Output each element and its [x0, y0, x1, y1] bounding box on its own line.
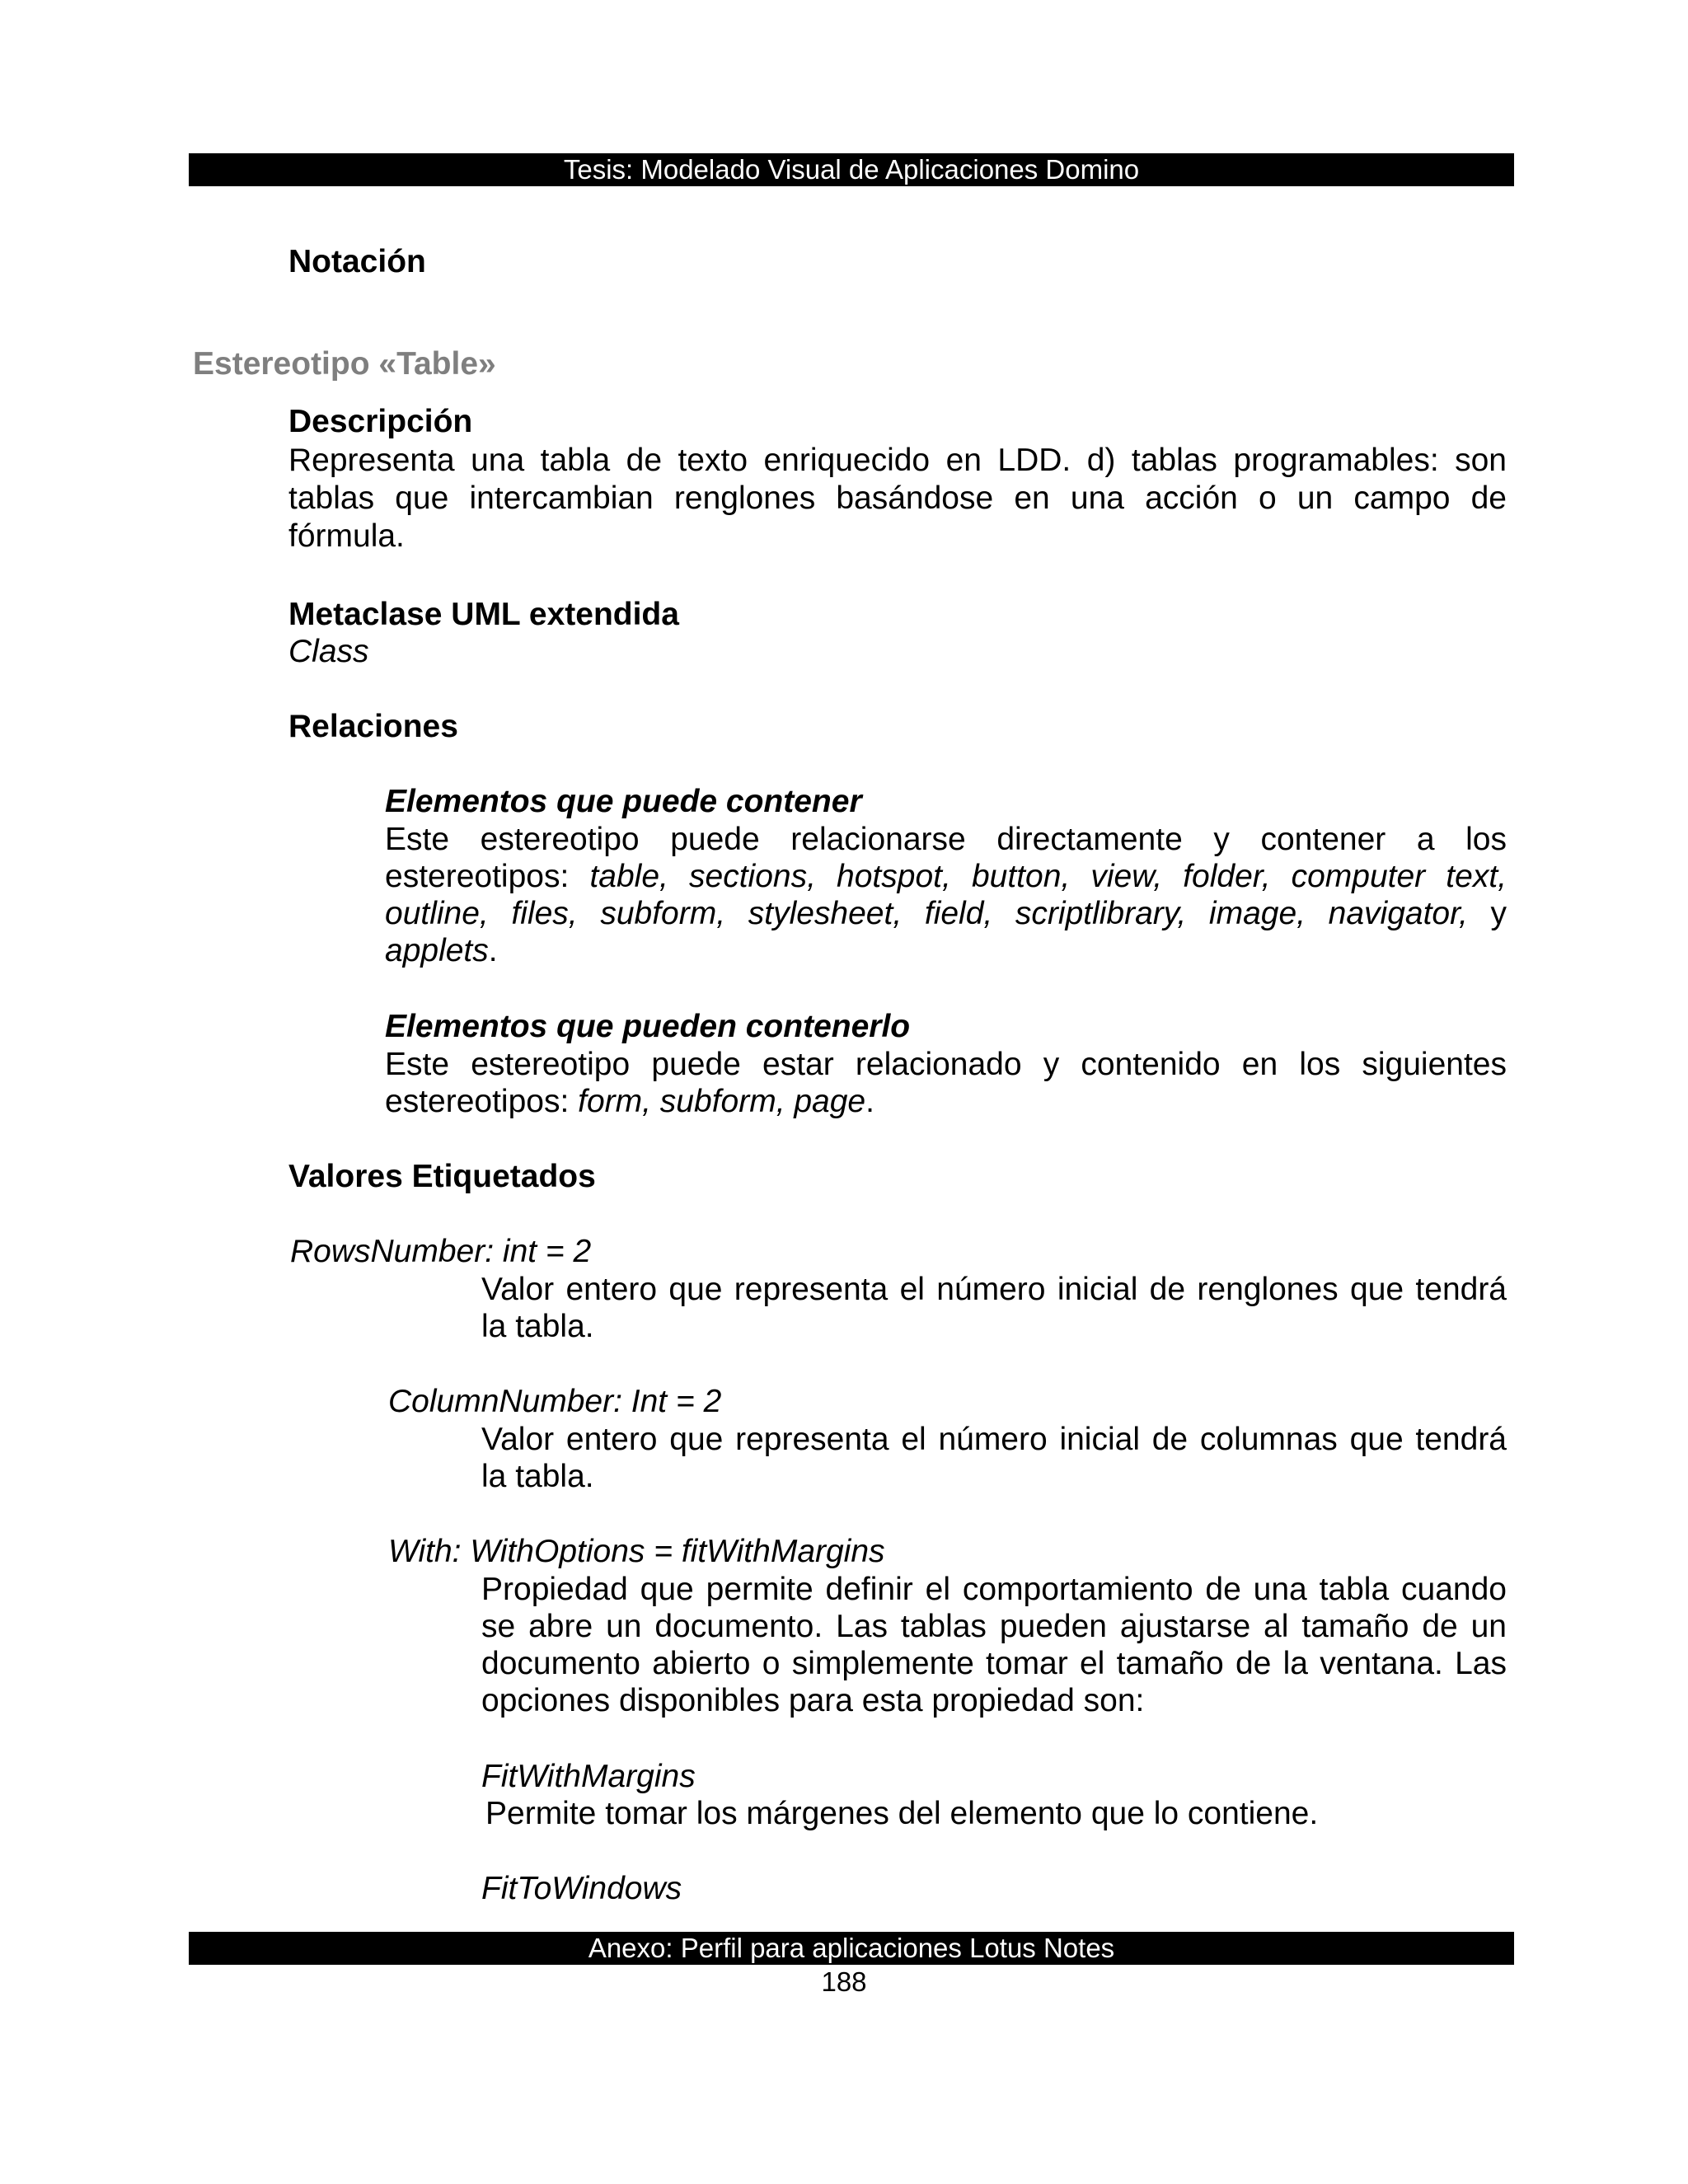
- descripcion-line: tablas que intercambian renglones basándose en una acción o un campo de: [288, 480, 1507, 516]
- stereotype-list: table, sections, hotspot, button, view, folder, computer text,: [589, 859, 1507, 894]
- contener-line: [385, 932, 1507, 969]
- descripcion-text: [288, 442, 1507, 555]
- option-fittowindows-label: FitToWindows: [481, 1871, 682, 1906]
- metaclase-value: Class: [288, 634, 369, 669]
- descripcion-line: fórmula.: [288, 518, 405, 554]
- rows-label: RowsNumber: int = 2: [290, 1234, 592, 1269]
- with-desc: [481, 1571, 1507, 1719]
- text-span: estereotipos:: [385, 859, 590, 894]
- contener-line: Este estereotipo puede relacionarse directamente y contener a los: [385, 822, 1507, 857]
- contenerlo-line: Este estereotipo puede estar relacionado y contenido en los siguientes: [385, 1047, 1507, 1082]
- page-header: Tesis: Modelado Visual de Aplicaciones Domino: [189, 153, 1514, 186]
- text-span: .: [488, 933, 498, 968]
- desc-line: la tabla.: [481, 1309, 594, 1344]
- stereotype-title: Estereotipo «Table»: [193, 346, 496, 382]
- stereotype-list: outline, files, subform, stylesheet, field, scriptlibrary, image, navigator,: [385, 896, 1468, 931]
- option-fitwithmargins-desc: Permite tomar los márgenes del elemento que lo contiene.: [485, 1796, 1319, 1831]
- descripcion-heading: Descripción: [288, 404, 473, 439]
- page-number: 188: [821, 1966, 867, 1997]
- contener-line: [385, 858, 1507, 895]
- valores-heading: Valores Etiquetados: [288, 1159, 596, 1194]
- contener-text: [385, 821, 1507, 969]
- contener-heading: Elementos que puede contener: [385, 784, 862, 819]
- desc-line: Valor entero que representa el número inicial de columnas que tendrá: [481, 1422, 1507, 1457]
- with-label: With: WithOptions = fitWithMargins: [388, 1534, 885, 1569]
- desc-line: la tabla.: [481, 1459, 594, 1494]
- rows-desc: [481, 1271, 1507, 1345]
- stereotype-list: applets: [385, 933, 489, 968]
- notacion-heading: Notación: [288, 244, 426, 279]
- desc-line: documento abierto o simplemente tomar el tamaño de la ventana. Las: [481, 1646, 1507, 1681]
- metaclase-heading: Metaclase UML extendida: [288, 597, 679, 632]
- contenerlo-heading: Elementos que pueden contenerlo: [385, 1009, 911, 1044]
- desc-line: se abre un documento. Las tablas pueden ajustarse al tamaño de un: [481, 1609, 1507, 1644]
- relaciones-heading: Relaciones: [288, 709, 458, 744]
- desc-line: opciones disponibles para esta propiedad son:: [481, 1683, 1145, 1718]
- text-span: y: [1490, 896, 1507, 931]
- stereotype-list: form, subform, page: [578, 1084, 866, 1119]
- desc-line: Propiedad que permite definir el comportamiento de una tabla cuando: [481, 1572, 1507, 1607]
- text-span: estereotipos:: [385, 1084, 579, 1119]
- columns-label: ColumnNumber: Int = 2: [388, 1384, 722, 1419]
- page-footer: Anexo: Perfil para aplicaciones Lotus Notes: [189, 1932, 1514, 1965]
- contener-line: [385, 895, 1507, 932]
- option-fitwithmargins-label: FitWithMargins: [481, 1759, 696, 1794]
- text-span: .: [865, 1084, 874, 1119]
- columns-desc: [481, 1421, 1507, 1495]
- contenerlo-line: [385, 1083, 1507, 1120]
- desc-line: Valor entero que representa el número inicial de renglones que tendrá: [481, 1272, 1507, 1307]
- contenerlo-text: [385, 1046, 1507, 1120]
- descripcion-line: Representa una tabla de texto enriquecido en LDD. d) tablas programables: son: [288, 443, 1507, 478]
